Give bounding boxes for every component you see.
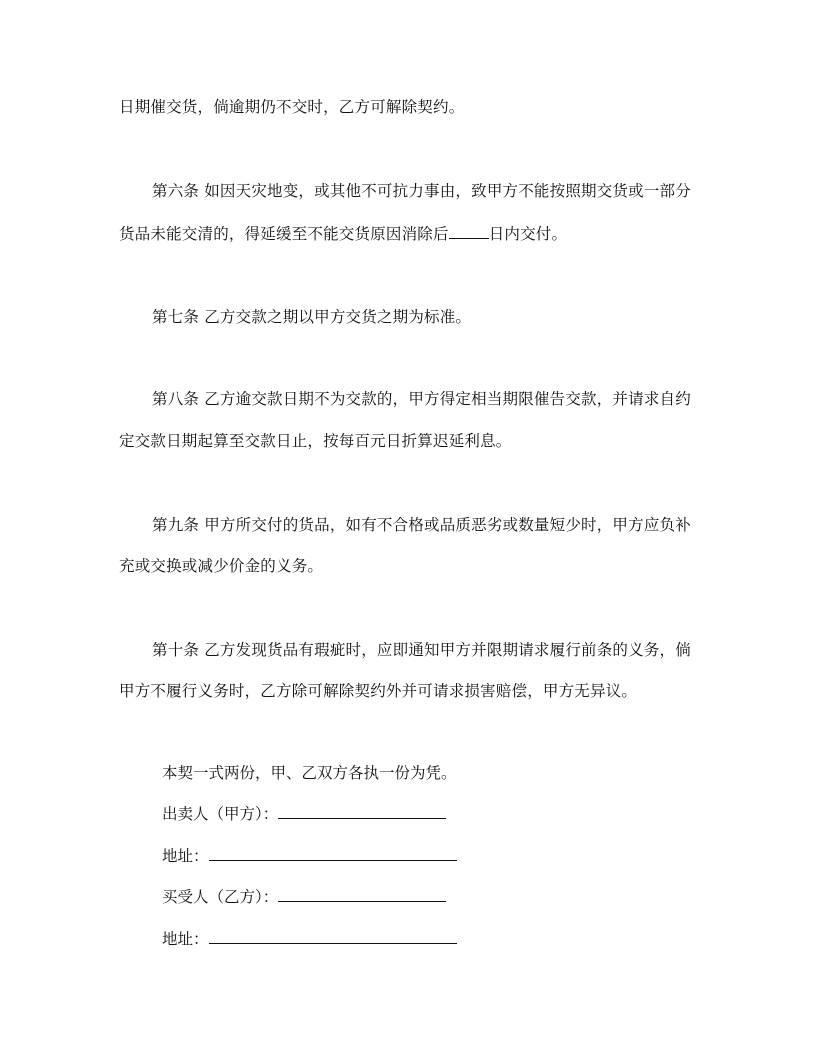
days-blank[interactable] bbox=[449, 226, 489, 239]
clause6-line2-before: 货品未能交清的，得延缓至不能交货原因消除后 bbox=[119, 225, 449, 243]
seller-address-blank[interactable] bbox=[209, 846, 457, 861]
buyer-address-label: 地址： bbox=[162, 930, 209, 948]
clause6-line2 bbox=[119, 224, 567, 244]
copies-statement: 本契一式两份，甲、乙双方各执一份为凭。 bbox=[162, 764, 457, 782]
buyer-address-line bbox=[162, 929, 457, 949]
clause6-line2-after: 日内交付。 bbox=[488, 225, 568, 243]
buyer-label: 买受人（乙方）： bbox=[162, 888, 279, 906]
clause6-line1: 第六条 如因天灾地变，或其他不可抗力事由，致甲方不能按照期交货或一部分 bbox=[152, 182, 691, 200]
clause10-line1: 第十条 乙方发现货品有瑕疵时，应即通知甲方并限期请求履行前条的义务，倘 bbox=[152, 641, 691, 659]
clause9-line1: 第九条 甲方所交付的货品，如有不合格或品质恶劣或数量短少时，甲方应负补 bbox=[152, 516, 691, 534]
seller-line bbox=[162, 804, 446, 824]
clause5-continuation: 日期催交货，倘逾期仍不交时，乙方可解除契约。 bbox=[119, 98, 465, 116]
clause7-line1: 第七条 乙方交款之期以甲方交货之期为标准。 bbox=[152, 308, 472, 326]
seller-label: 出卖人（甲方）： bbox=[162, 805, 279, 823]
clause10-line2: 甲方不履行义务时，乙方除可解除契约外并可请求损害赔偿，甲方无异议。 bbox=[119, 682, 638, 700]
clause9-line2: 充或交换或减少价金的义务。 bbox=[119, 557, 324, 575]
buyer-signature-blank[interactable] bbox=[278, 887, 446, 902]
clause8-line1: 第八条 乙方逾交款日期不为交款的，甲方得定相当期限催告交款，并请求自约 bbox=[152, 390, 691, 408]
seller-address-line bbox=[162, 846, 457, 866]
buyer-address-blank[interactable] bbox=[209, 929, 457, 944]
seller-signature-blank[interactable] bbox=[278, 804, 446, 819]
seller-address-label: 地址： bbox=[162, 847, 209, 865]
buyer-line bbox=[162, 887, 446, 907]
clause8-line2: 定交款日期起算至交款日止，按每百元日折算迟延利息。 bbox=[119, 432, 512, 450]
